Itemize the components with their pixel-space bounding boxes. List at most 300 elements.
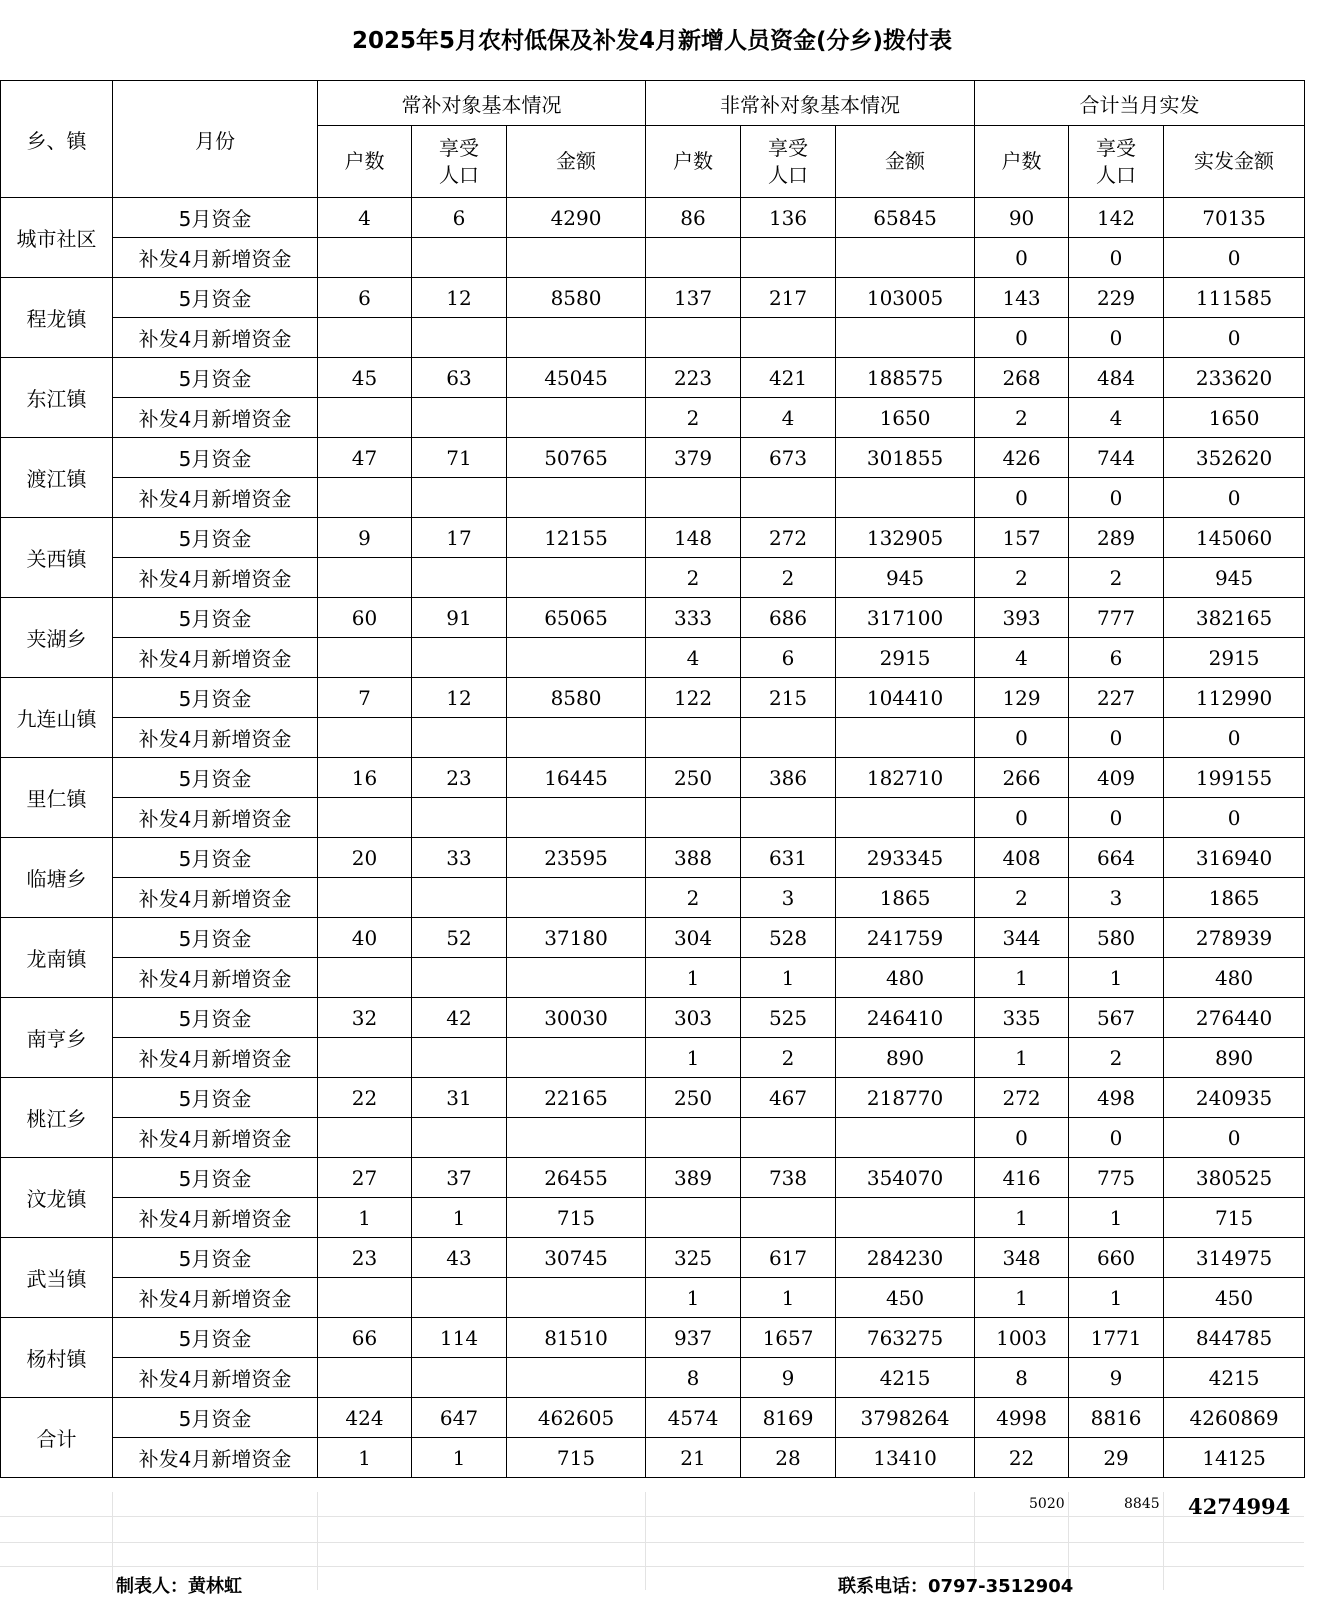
data-cell — [507, 1118, 646, 1158]
table-row — [1, 718, 1305, 758]
data-cell — [507, 478, 646, 518]
data-cell: 8 — [975, 1358, 1069, 1398]
data-cell: 4260869 — [1164, 1398, 1305, 1438]
data-cell: 227 — [1069, 678, 1164, 718]
table-row — [1, 1278, 1305, 1318]
data-cell — [412, 958, 507, 998]
data-cell: 424 — [318, 1398, 412, 1438]
table-row — [1, 678, 1305, 718]
data-cell: 1 — [412, 1198, 507, 1238]
town-name: 南亨乡 — [1, 998, 113, 1078]
data-cell: 580 — [1069, 918, 1164, 958]
data-cell: 314975 — [1164, 1238, 1305, 1278]
data-cell: 4215 — [836, 1358, 975, 1398]
data-cell: 2 — [975, 398, 1069, 438]
data-cell — [507, 558, 646, 598]
data-cell: 316940 — [1164, 838, 1305, 878]
data-cell: 1 — [412, 1438, 507, 1478]
data-cell: 528 — [741, 918, 836, 958]
data-cell — [507, 798, 646, 838]
data-cell — [507, 318, 646, 358]
data-cell: 567 — [1069, 998, 1164, 1038]
data-cell: 1 — [975, 1198, 1069, 1238]
data-cell: 0 — [975, 798, 1069, 838]
data-cell: 30745 — [507, 1238, 646, 1278]
table-row — [1, 1238, 1305, 1278]
data-cell: 0 — [975, 1118, 1069, 1158]
month-label: 补发4月新增资金 — [113, 878, 318, 918]
data-cell: 50765 — [507, 438, 646, 478]
header-people: 享受 人口 — [741, 126, 836, 198]
data-cell: 1 — [1069, 1198, 1164, 1238]
data-cell: 0 — [1164, 718, 1305, 758]
data-cell: 0 — [1069, 798, 1164, 838]
data-cell: 3 — [741, 878, 836, 918]
month-label: 补发4月新增资金 — [113, 1198, 318, 1238]
data-cell: 66 — [318, 1318, 412, 1358]
data-cell: 1865 — [836, 878, 975, 918]
table-maker: 制表人：黄林虹 — [116, 1576, 242, 1597]
table-row — [1, 638, 1305, 678]
data-cell: 233620 — [1164, 358, 1305, 398]
data-cell — [741, 798, 836, 838]
grid-line — [0, 1516, 1304, 1517]
data-cell: 525 — [741, 998, 836, 1038]
contact-phone: 联系电话：0797-3512904 — [838, 1576, 1074, 1597]
data-cell: 71 — [412, 438, 507, 478]
data-cell: 129 — [975, 678, 1069, 718]
data-cell — [741, 718, 836, 758]
data-cell: 272 — [741, 518, 836, 558]
data-cell — [318, 558, 412, 598]
table-row — [1, 838, 1305, 878]
data-cell: 382165 — [1164, 598, 1305, 638]
data-cell — [318, 718, 412, 758]
table-row — [1, 358, 1305, 398]
data-cell: 217 — [741, 278, 836, 318]
town-name: 龙南镇 — [1, 918, 113, 998]
data-cell — [507, 1358, 646, 1398]
data-cell: 1 — [741, 1278, 836, 1318]
header-amount: 金额 — [507, 126, 646, 198]
data-cell — [646, 798, 741, 838]
data-cell — [836, 238, 975, 278]
data-cell: 12 — [412, 278, 507, 318]
data-cell: 409 — [1069, 758, 1164, 798]
data-cell: 467 — [741, 1078, 836, 1118]
data-cell — [318, 638, 412, 678]
table-row — [1, 558, 1305, 598]
month-label: 补发4月新增资金 — [113, 958, 318, 998]
table-row — [1, 1078, 1305, 1118]
data-cell: 1650 — [836, 398, 975, 438]
month-label: 补发4月新增资金 — [113, 318, 318, 358]
data-cell: 250 — [646, 1078, 741, 1118]
data-cell: 763275 — [836, 1318, 975, 1358]
allocation-table — [0, 80, 1305, 1478]
data-cell: 60 — [318, 598, 412, 638]
data-cell: 388 — [646, 838, 741, 878]
month-label: 补发4月新增资金 — [113, 798, 318, 838]
data-cell: 1657 — [741, 1318, 836, 1358]
data-cell: 218770 — [836, 1078, 975, 1118]
data-cell — [741, 1118, 836, 1158]
data-cell: 45045 — [507, 358, 646, 398]
data-cell: 450 — [836, 1278, 975, 1318]
data-cell: 86 — [646, 198, 741, 238]
data-cell: 22 — [975, 1438, 1069, 1478]
data-cell: 344 — [975, 918, 1069, 958]
month-label: 5月资金 — [113, 1078, 318, 1118]
data-cell: 278939 — [1164, 918, 1305, 958]
town-name: 关西镇 — [1, 518, 113, 598]
data-cell: 21 — [646, 1438, 741, 1478]
month-label: 补发4月新增资金 — [113, 1278, 318, 1318]
town-name: 合计 — [1, 1398, 113, 1478]
data-cell — [507, 958, 646, 998]
data-cell: 6 — [741, 638, 836, 678]
data-cell: 393 — [975, 598, 1069, 638]
data-cell — [412, 718, 507, 758]
data-cell: 890 — [836, 1038, 975, 1078]
town-name: 临塘乡 — [1, 838, 113, 918]
data-cell — [646, 1198, 741, 1238]
grid-line — [645, 1492, 646, 1590]
data-cell: 631 — [741, 838, 836, 878]
town-name: 武当镇 — [1, 1238, 113, 1318]
data-cell: 2915 — [836, 638, 975, 678]
data-cell: 31 — [412, 1078, 507, 1118]
data-cell: 348 — [975, 1238, 1069, 1278]
data-cell: 0 — [1069, 318, 1164, 358]
table-row — [1, 478, 1305, 518]
data-cell — [318, 238, 412, 278]
data-cell — [646, 238, 741, 278]
month-label: 5月资金 — [113, 1398, 318, 1438]
summary-amount: 4274994 — [1188, 1494, 1291, 1519]
data-cell: 6 — [318, 278, 412, 318]
data-cell: 0 — [1164, 318, 1305, 358]
data-cell: 937 — [646, 1318, 741, 1358]
town-name: 桃江乡 — [1, 1078, 113, 1158]
data-cell — [412, 1038, 507, 1078]
data-cell: 17 — [412, 518, 507, 558]
data-cell: 52 — [412, 918, 507, 958]
data-cell: 1 — [318, 1438, 412, 1478]
data-cell: 132905 — [836, 518, 975, 558]
data-cell — [318, 958, 412, 998]
header-actual-amount: 实发金额 — [1164, 126, 1305, 198]
data-cell: 4 — [975, 638, 1069, 678]
month-label: 5月资金 — [113, 438, 318, 478]
data-cell — [318, 1358, 412, 1398]
data-cell: 268 — [975, 358, 1069, 398]
header-people: 享受 人口 — [412, 126, 507, 198]
data-cell: 738 — [741, 1158, 836, 1198]
data-cell: 111585 — [1164, 278, 1305, 318]
data-cell: 272 — [975, 1078, 1069, 1118]
month-label: 5月资金 — [113, 998, 318, 1038]
town-name: 杨村镇 — [1, 1318, 113, 1398]
town-name: 渡江镇 — [1, 438, 113, 518]
data-cell — [741, 1198, 836, 1238]
data-cell — [412, 638, 507, 678]
data-cell: 0 — [1069, 238, 1164, 278]
data-cell: 241759 — [836, 918, 975, 958]
data-cell — [507, 878, 646, 918]
page-title: 2025年5月农村低保及补发4月新增人员资金(分乡)拨付表 — [351, 28, 953, 54]
data-cell: 8580 — [507, 278, 646, 318]
data-cell: 498 — [1069, 1078, 1164, 1118]
data-cell: 1650 — [1164, 398, 1305, 438]
month-label: 补发4月新增资金 — [113, 1358, 318, 1398]
data-cell: 2 — [975, 558, 1069, 598]
table-row — [1, 518, 1305, 558]
data-cell — [507, 1038, 646, 1078]
header-amount: 金额 — [836, 126, 975, 198]
grid-line — [112, 1492, 113, 1590]
data-cell: 0 — [1164, 238, 1305, 278]
town-name: 里仁镇 — [1, 758, 113, 838]
data-cell: 0 — [1069, 718, 1164, 758]
data-cell — [412, 1118, 507, 1158]
data-cell: 47 — [318, 438, 412, 478]
data-cell — [507, 718, 646, 758]
data-cell: 673 — [741, 438, 836, 478]
data-cell: 104410 — [836, 678, 975, 718]
data-cell: 4 — [1069, 398, 1164, 438]
data-cell: 4 — [741, 398, 836, 438]
data-cell: 33 — [412, 838, 507, 878]
data-cell: 660 — [1069, 1238, 1164, 1278]
data-cell — [318, 318, 412, 358]
town-name: 夹湖乡 — [1, 598, 113, 678]
data-cell — [412, 398, 507, 438]
town-name: 程龙镇 — [1, 278, 113, 358]
data-cell: 0 — [1164, 1118, 1305, 1158]
data-cell: 289 — [1069, 518, 1164, 558]
grid-line — [0, 1566, 1304, 1567]
data-cell: 354070 — [836, 1158, 975, 1198]
data-cell: 145060 — [1164, 518, 1305, 558]
data-cell: 20 — [318, 838, 412, 878]
data-cell: 65845 — [836, 198, 975, 238]
month-label: 补发4月新增资金 — [113, 718, 318, 758]
data-cell: 890 — [1164, 1038, 1305, 1078]
data-cell: 1 — [1069, 958, 1164, 998]
month-label: 5月资金 — [113, 678, 318, 718]
data-cell: 664 — [1069, 838, 1164, 878]
month-label: 5月资金 — [113, 1318, 318, 1358]
data-cell: 43 — [412, 1238, 507, 1278]
data-cell: 114 — [412, 1318, 507, 1358]
data-cell: 352620 — [1164, 438, 1305, 478]
month-label: 5月资金 — [113, 1238, 318, 1278]
data-cell: 1 — [975, 958, 1069, 998]
summary-households: 5020 — [1029, 1496, 1065, 1512]
header-households: 户数 — [318, 126, 412, 198]
table-row — [1, 878, 1305, 918]
data-cell: 335 — [975, 998, 1069, 1038]
month-label: 5月资金 — [113, 598, 318, 638]
data-cell: 0 — [1164, 798, 1305, 838]
data-cell: 250 — [646, 758, 741, 798]
table-row — [1, 798, 1305, 838]
data-cell — [646, 718, 741, 758]
data-cell: 4574 — [646, 1398, 741, 1438]
data-cell: 462605 — [507, 1398, 646, 1438]
data-cell — [318, 878, 412, 918]
data-cell: 22165 — [507, 1078, 646, 1118]
data-cell: 3 — [1069, 878, 1164, 918]
data-cell: 1 — [975, 1278, 1069, 1318]
data-cell: 617 — [741, 1238, 836, 1278]
table-row — [1, 598, 1305, 638]
table-row — [1, 1038, 1305, 1078]
table-row — [1, 1158, 1305, 1198]
data-cell — [318, 478, 412, 518]
data-cell: 389 — [646, 1158, 741, 1198]
month-label: 补发4月新增资金 — [113, 1438, 318, 1478]
data-cell: 303 — [646, 998, 741, 1038]
data-cell: 1003 — [975, 1318, 1069, 1358]
table-row — [1, 998, 1305, 1038]
data-cell — [836, 478, 975, 518]
data-cell: 2 — [975, 878, 1069, 918]
data-cell: 29 — [1069, 1438, 1164, 1478]
data-cell — [836, 318, 975, 358]
data-cell — [412, 1278, 507, 1318]
data-cell: 199155 — [1164, 758, 1305, 798]
month-label: 补发4月新增资金 — [113, 238, 318, 278]
data-cell: 1 — [1069, 1278, 1164, 1318]
data-cell: 148 — [646, 518, 741, 558]
table-row — [1, 398, 1305, 438]
table-row — [1, 918, 1305, 958]
data-cell: 103005 — [836, 278, 975, 318]
data-cell: 70135 — [1164, 198, 1305, 238]
data-cell — [741, 478, 836, 518]
data-cell: 0 — [1164, 478, 1305, 518]
data-cell — [412, 558, 507, 598]
data-cell: 844785 — [1164, 1318, 1305, 1358]
data-cell — [646, 1118, 741, 1158]
data-cell: 0 — [975, 318, 1069, 358]
data-cell: 715 — [507, 1438, 646, 1478]
table-row — [1, 278, 1305, 318]
data-cell: 30030 — [507, 998, 646, 1038]
table-row — [1, 958, 1305, 998]
month-label: 5月资金 — [113, 198, 318, 238]
header-total-group: 合计当月实发 — [975, 81, 1305, 126]
data-cell: 23 — [412, 758, 507, 798]
data-cell: 647 — [412, 1398, 507, 1438]
data-cell: 480 — [836, 958, 975, 998]
data-cell — [412, 1358, 507, 1398]
data-cell: 137 — [646, 278, 741, 318]
data-cell — [836, 1118, 975, 1158]
month-label: 补发4月新增资金 — [113, 398, 318, 438]
data-cell: 188575 — [836, 358, 975, 398]
data-cell: 6 — [412, 198, 507, 238]
data-cell: 142 — [1069, 198, 1164, 238]
data-cell: 4998 — [975, 1398, 1069, 1438]
month-label: 补发4月新增资金 — [113, 638, 318, 678]
data-cell: 686 — [741, 598, 836, 638]
data-cell: 293345 — [836, 838, 975, 878]
data-cell: 2 — [646, 878, 741, 918]
month-label: 5月资金 — [113, 278, 318, 318]
table-row — [1, 1318, 1305, 1358]
month-label: 5月资金 — [113, 358, 318, 398]
month-label: 补发4月新增资金 — [113, 478, 318, 518]
month-label: 补发4月新增资金 — [113, 558, 318, 598]
table-row — [1, 1438, 1305, 1478]
header-month: 月份 — [113, 81, 318, 198]
data-cell: 744 — [1069, 438, 1164, 478]
data-cell: 4 — [318, 198, 412, 238]
month-label: 5月资金 — [113, 758, 318, 798]
data-cell: 8816 — [1069, 1398, 1164, 1438]
month-label: 补发4月新增资金 — [113, 1118, 318, 1158]
summary-people: 8845 — [1124, 1496, 1160, 1512]
data-cell: 7 — [318, 678, 412, 718]
data-cell: 9 — [741, 1358, 836, 1398]
data-cell: 8169 — [741, 1398, 836, 1438]
data-cell: 1 — [741, 958, 836, 998]
data-cell: 16445 — [507, 758, 646, 798]
table-row — [1, 438, 1305, 478]
table-row — [1, 318, 1305, 358]
data-cell: 380525 — [1164, 1158, 1305, 1198]
data-cell: 408 — [975, 838, 1069, 878]
grid-line — [1163, 1492, 1164, 1590]
data-cell: 22 — [318, 1078, 412, 1118]
data-cell: 2 — [646, 558, 741, 598]
data-cell — [318, 1038, 412, 1078]
data-cell: 0 — [975, 478, 1069, 518]
town-name: 东江镇 — [1, 358, 113, 438]
data-cell: 9 — [318, 518, 412, 558]
data-cell: 16 — [318, 758, 412, 798]
data-cell: 37180 — [507, 918, 646, 958]
data-cell — [318, 1118, 412, 1158]
data-cell: 223 — [646, 358, 741, 398]
header-people: 享受 人口 — [1069, 126, 1164, 198]
data-cell: 416 — [975, 1158, 1069, 1198]
header-households: 户数 — [975, 126, 1069, 198]
data-cell: 136 — [741, 198, 836, 238]
data-cell: 8580 — [507, 678, 646, 718]
data-cell: 1771 — [1069, 1318, 1164, 1358]
data-cell: 777 — [1069, 598, 1164, 638]
data-cell: 379 — [646, 438, 741, 478]
data-cell: 4 — [646, 638, 741, 678]
data-cell: 284230 — [836, 1238, 975, 1278]
data-cell: 182710 — [836, 758, 975, 798]
data-cell: 27 — [318, 1158, 412, 1198]
table-row — [1, 758, 1305, 798]
table-row — [1, 1118, 1305, 1158]
data-cell: 775 — [1069, 1158, 1164, 1198]
data-cell: 450 — [1164, 1278, 1305, 1318]
data-cell — [646, 478, 741, 518]
data-cell: 304 — [646, 918, 741, 958]
town-name: 城市社区 — [1, 198, 113, 278]
data-cell: 40 — [318, 918, 412, 958]
data-cell — [507, 638, 646, 678]
data-cell: 28 — [741, 1438, 836, 1478]
